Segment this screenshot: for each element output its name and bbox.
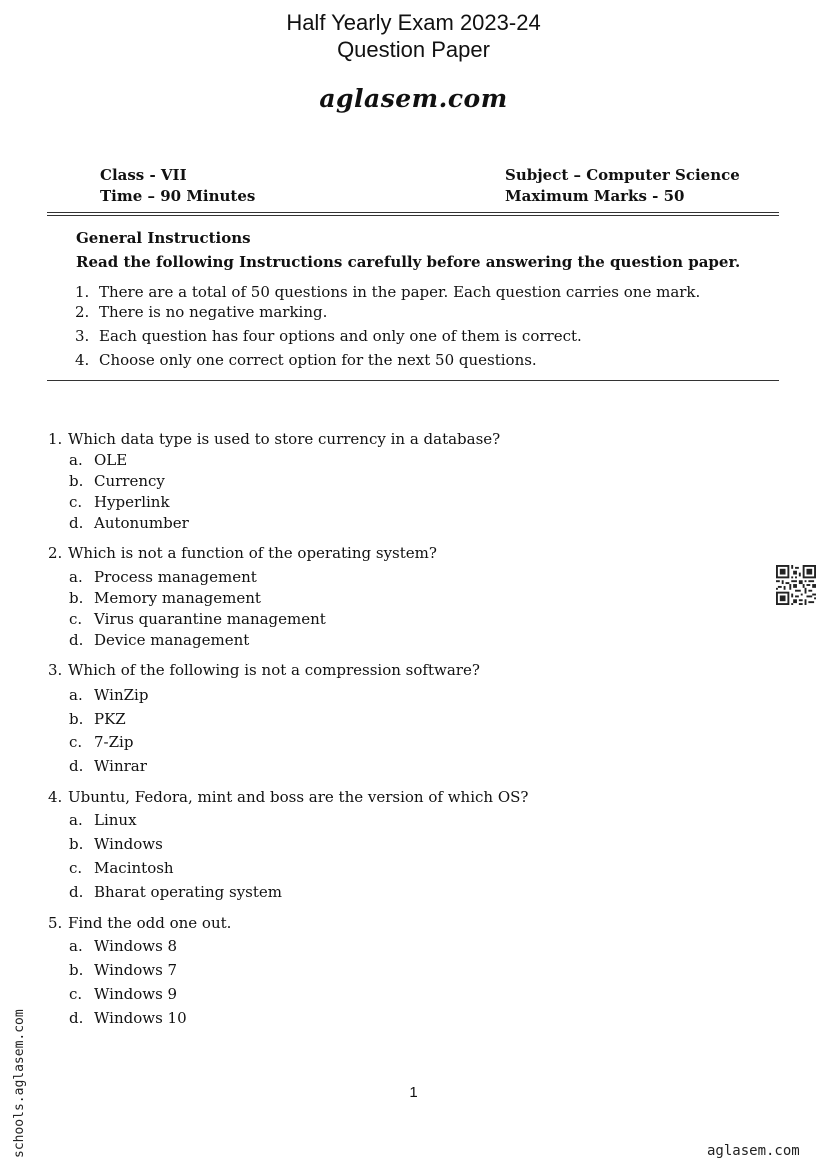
instruction-item bbox=[75, 351, 537, 369]
option bbox=[69, 757, 147, 775]
option-letter: a. bbox=[69, 451, 83, 469]
option-letter: c. bbox=[69, 985, 83, 1003]
time-label: Time – 90 Minutes bbox=[100, 187, 256, 205]
option bbox=[69, 514, 189, 532]
instruction-number: 1. bbox=[75, 283, 90, 301]
option bbox=[69, 859, 174, 877]
option-letter: a. bbox=[69, 937, 83, 955]
option bbox=[69, 1009, 187, 1027]
page-number: 1 bbox=[409, 1084, 418, 1101]
option-letter: c. bbox=[69, 733, 83, 751]
brand-logo-text: aglasem.com bbox=[319, 84, 508, 113]
option-letter: c. bbox=[69, 859, 83, 877]
instruction-number: 3. bbox=[75, 327, 90, 345]
instruction-text: There is no negative marking. bbox=[99, 303, 328, 321]
option-text: Windows 7 bbox=[94, 961, 178, 979]
option-letter: c. bbox=[69, 610, 83, 628]
option bbox=[69, 937, 177, 955]
instruction-item bbox=[75, 303, 327, 321]
question bbox=[48, 544, 437, 562]
question bbox=[48, 914, 231, 932]
option-text: Bharat operating system bbox=[94, 883, 283, 901]
header-divider-second bbox=[47, 215, 779, 216]
option-text: WinZip bbox=[94, 686, 149, 704]
option bbox=[69, 493, 170, 511]
option-letter: d. bbox=[69, 757, 84, 775]
qr-code-icon bbox=[776, 565, 816, 605]
option-text: Currency bbox=[94, 472, 165, 490]
option bbox=[69, 835, 163, 853]
option-letter: b. bbox=[69, 589, 84, 607]
option-text: Windows 10 bbox=[94, 1009, 187, 1027]
option-text: Autonumber bbox=[94, 514, 189, 532]
question-number: 1. bbox=[48, 430, 63, 448]
option-text: Process management bbox=[94, 568, 257, 586]
option-text: Memory management bbox=[94, 589, 261, 607]
option bbox=[69, 451, 127, 469]
option bbox=[69, 883, 282, 901]
exam-subtitle: Question Paper bbox=[337, 37, 490, 62]
option-letter: b. bbox=[69, 472, 84, 490]
option-text: Windows 8 bbox=[94, 937, 178, 955]
option-text: Virus quarantine management bbox=[94, 610, 326, 628]
option-text: Hyperlink bbox=[94, 493, 170, 511]
instruction-text: Each question has four options and only one of them is correct. bbox=[99, 327, 582, 345]
option-letter: b. bbox=[69, 961, 84, 979]
option bbox=[69, 811, 137, 829]
max-marks-label: Maximum Marks - 50 bbox=[505, 187, 685, 205]
instructions-title: General Instructions bbox=[76, 229, 251, 247]
instruction-text: Choose only one correct option for the next 50 questions. bbox=[99, 351, 537, 369]
option-letter: b. bbox=[69, 710, 84, 728]
question bbox=[48, 661, 480, 679]
option bbox=[69, 610, 326, 628]
question-number: 4. bbox=[48, 788, 63, 806]
option-text: Windows bbox=[94, 835, 163, 853]
question-text: Which of the following is not a compression software? bbox=[68, 661, 480, 679]
option-text: Device management bbox=[94, 631, 250, 649]
option bbox=[69, 589, 261, 607]
option-letter: c. bbox=[69, 493, 83, 511]
instructions-subtitle: Read the following Instructions carefully before answering the question paper. bbox=[76, 253, 741, 271]
option bbox=[69, 568, 257, 586]
option-letter: d. bbox=[69, 1009, 84, 1027]
option bbox=[69, 710, 126, 728]
question bbox=[48, 430, 500, 448]
question-number: 3. bbox=[48, 661, 63, 679]
option-letter: a. bbox=[69, 568, 83, 586]
question bbox=[48, 788, 528, 806]
option-letter: a. bbox=[69, 686, 83, 704]
question-number: 5. bbox=[48, 914, 63, 932]
option bbox=[69, 733, 133, 751]
option-text: Windows 9 bbox=[94, 985, 178, 1003]
option-letter: d. bbox=[69, 883, 84, 901]
option-letter: d. bbox=[69, 631, 84, 649]
exam-title: Half Yearly Exam 2023-24 bbox=[286, 10, 541, 35]
option bbox=[69, 961, 177, 979]
option-text: OLE bbox=[94, 451, 128, 469]
question-number: 2. bbox=[48, 544, 63, 562]
subject-label: Subject – Computer Science bbox=[505, 166, 740, 184]
option-letter: d. bbox=[69, 514, 84, 532]
header-divider bbox=[47, 212, 779, 213]
corner-watermark: aglasem.com bbox=[707, 1143, 800, 1159]
option-letter: b. bbox=[69, 835, 84, 853]
side-watermark: schools.aglasem.com bbox=[12, 1009, 27, 1158]
option-text: Macintosh bbox=[94, 859, 174, 877]
option bbox=[69, 985, 177, 1003]
instruction-number: 2. bbox=[75, 303, 90, 321]
question-text: Ubuntu, Fedora, mint and boss are the version of which OS? bbox=[68, 788, 529, 806]
instruction-number: 4. bbox=[75, 351, 90, 369]
instruction-item bbox=[75, 283, 700, 301]
question-text: Which data type is used to store currency in a database? bbox=[68, 430, 501, 448]
instructions-divider bbox=[47, 380, 779, 381]
class-label: Class - VII bbox=[100, 166, 187, 184]
option-text: 7-Zip bbox=[94, 733, 134, 751]
option-text: Linux bbox=[94, 811, 137, 829]
instruction-item bbox=[75, 327, 582, 345]
instruction-text: There are a total of 50 questions in the paper. Each question carries one mark. bbox=[99, 283, 701, 301]
option-text: Winrar bbox=[94, 757, 147, 775]
option bbox=[69, 472, 165, 490]
option-letter: a. bbox=[69, 811, 83, 829]
question-text: Find the odd one out. bbox=[68, 914, 232, 932]
question-text: Which is not a function of the operating system? bbox=[68, 544, 437, 562]
option bbox=[69, 631, 249, 649]
option-text: PKZ bbox=[94, 710, 126, 728]
option bbox=[69, 686, 148, 704]
